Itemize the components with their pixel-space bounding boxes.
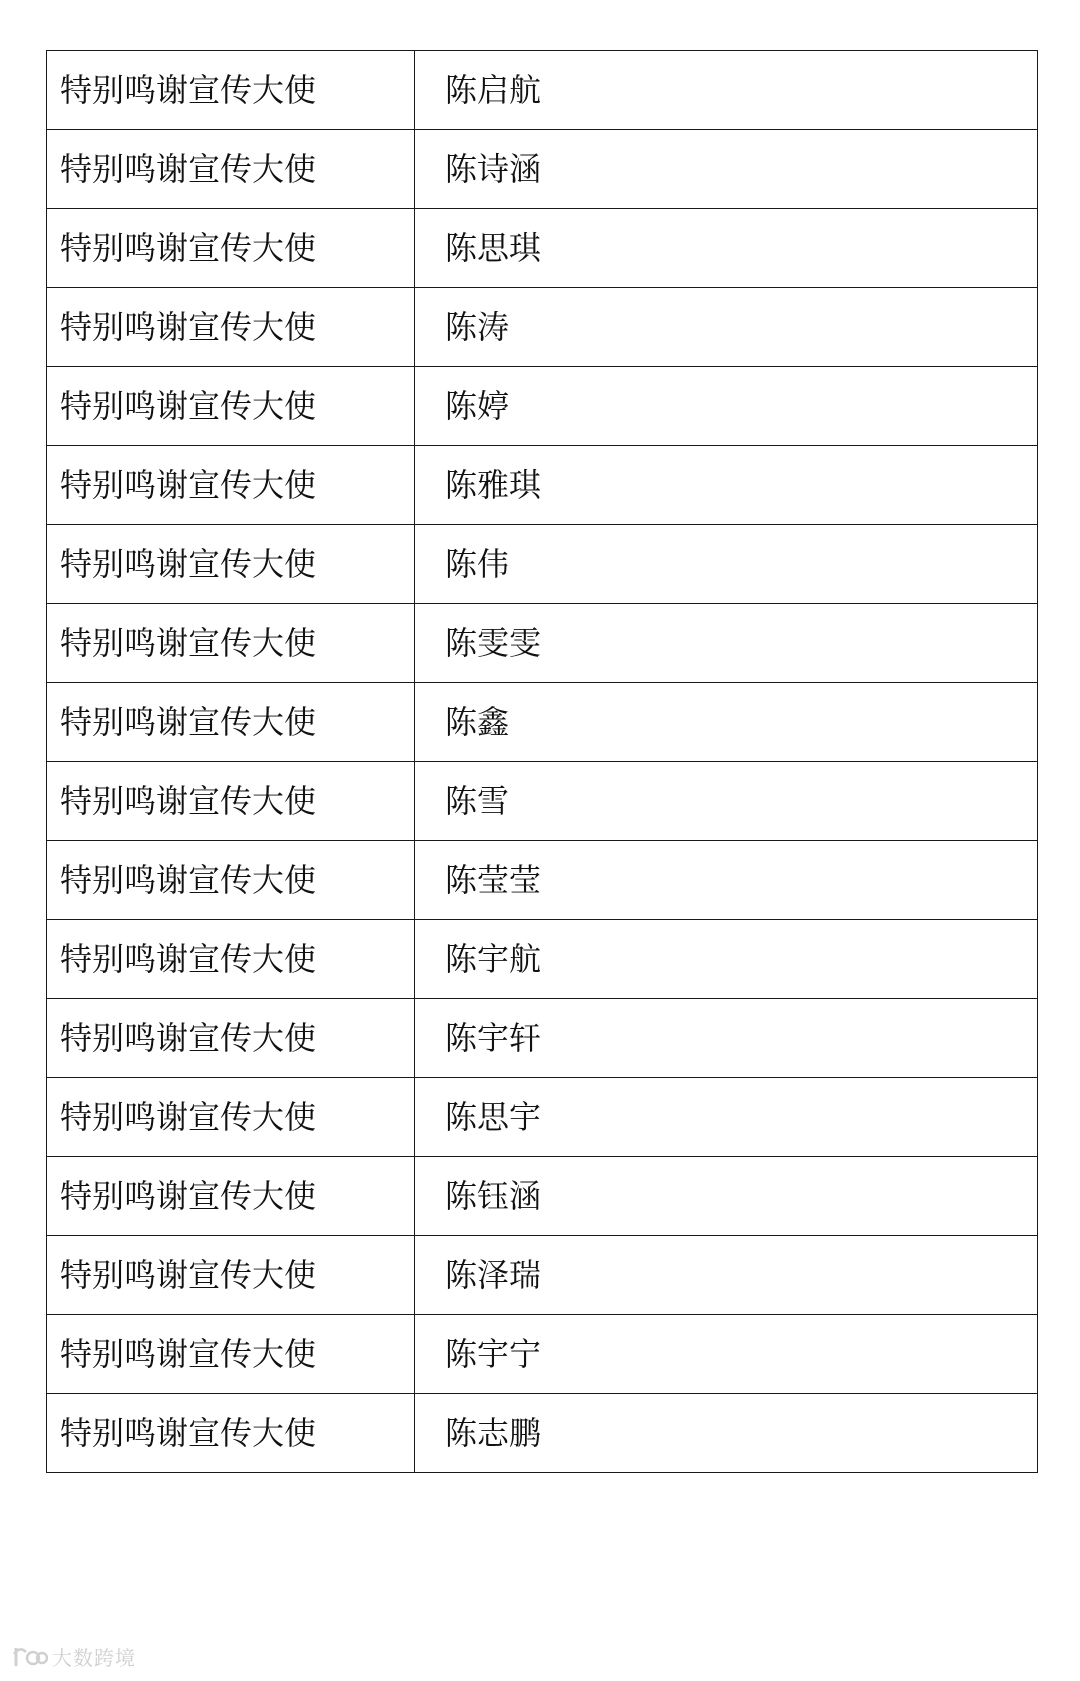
- name-cell: 陈钰涵: [415, 1157, 1038, 1236]
- table-row: [47, 1078, 1038, 1157]
- table-row: [47, 762, 1038, 841]
- title-cell: 特别鸣谢宣传大使: [47, 130, 415, 209]
- table-row: [47, 999, 1038, 1078]
- title-cell: 特别鸣谢宣传大使: [47, 841, 415, 920]
- name-cell: 陈伟: [415, 525, 1038, 604]
- table-row: [47, 446, 1038, 525]
- title-cell: 特别鸣谢宣传大使: [47, 762, 415, 841]
- table-row: [47, 1315, 1038, 1394]
- title-cell: 特别鸣谢宣传大使: [47, 999, 415, 1078]
- table-row: [47, 288, 1038, 367]
- title-cell: 特别鸣谢宣传大使: [47, 1078, 415, 1157]
- acknowledgement-table: [46, 50, 1038, 1473]
- name-cell: 陈宇宁: [415, 1315, 1038, 1394]
- name-cell: 陈雅琪: [415, 446, 1038, 525]
- title-cell: 特别鸣谢宣传大使: [47, 446, 415, 525]
- title-cell: 特别鸣谢宣传大使: [47, 920, 415, 999]
- table-body: [47, 51, 1038, 1473]
- name-cell: 陈启航: [415, 51, 1038, 130]
- table-row: [47, 51, 1038, 130]
- table-row: [47, 1236, 1038, 1315]
- table-row: [47, 1394, 1038, 1473]
- title-cell: 特别鸣谢宣传大使: [47, 1157, 415, 1236]
- title-cell: 特别鸣谢宣传大使: [47, 1315, 415, 1394]
- name-cell: 陈诗涵: [415, 130, 1038, 209]
- title-cell: 特别鸣谢宣传大使: [47, 525, 415, 604]
- table-row: [47, 367, 1038, 446]
- name-cell: 陈雪: [415, 762, 1038, 841]
- name-cell: 陈莹莹: [415, 841, 1038, 920]
- table-row: [47, 209, 1038, 288]
- watermark: [10, 1642, 136, 1671]
- name-cell: 陈宇轩: [415, 999, 1038, 1078]
- title-cell: 特别鸣谢宣传大使: [47, 51, 415, 130]
- name-cell: 陈思琪: [415, 209, 1038, 288]
- table-row: [47, 841, 1038, 920]
- table-row: [47, 604, 1038, 683]
- table-row: [47, 683, 1038, 762]
- title-cell: 特别鸣谢宣传大使: [47, 288, 415, 367]
- name-cell: 陈志鹏: [415, 1394, 1038, 1473]
- table-row: [47, 130, 1038, 209]
- title-cell: 特别鸣谢宣传大使: [47, 683, 415, 762]
- title-cell: 特别鸣谢宣传大使: [47, 604, 415, 683]
- title-cell: 特别鸣谢宣传大使: [47, 209, 415, 288]
- name-cell: 陈泽瑞: [415, 1236, 1038, 1315]
- name-cell: 陈涛: [415, 288, 1038, 367]
- name-cell: 陈鑫: [415, 683, 1038, 762]
- table-row: [47, 920, 1038, 999]
- name-cell: 陈思宇: [415, 1078, 1038, 1157]
- watermark-text: 大数跨境: [52, 1646, 136, 1670]
- title-cell: 特别鸣谢宣传大使: [47, 367, 415, 446]
- watermark-logo-icon: [10, 1644, 48, 1670]
- table-row: [47, 525, 1038, 604]
- title-cell: 特别鸣谢宣传大使: [47, 1394, 415, 1473]
- table-row: [47, 1157, 1038, 1236]
- name-cell: 陈雯雯: [415, 604, 1038, 683]
- name-cell: 陈婷: [415, 367, 1038, 446]
- name-cell: 陈宇航: [415, 920, 1038, 999]
- title-cell: 特别鸣谢宣传大使: [47, 1236, 415, 1315]
